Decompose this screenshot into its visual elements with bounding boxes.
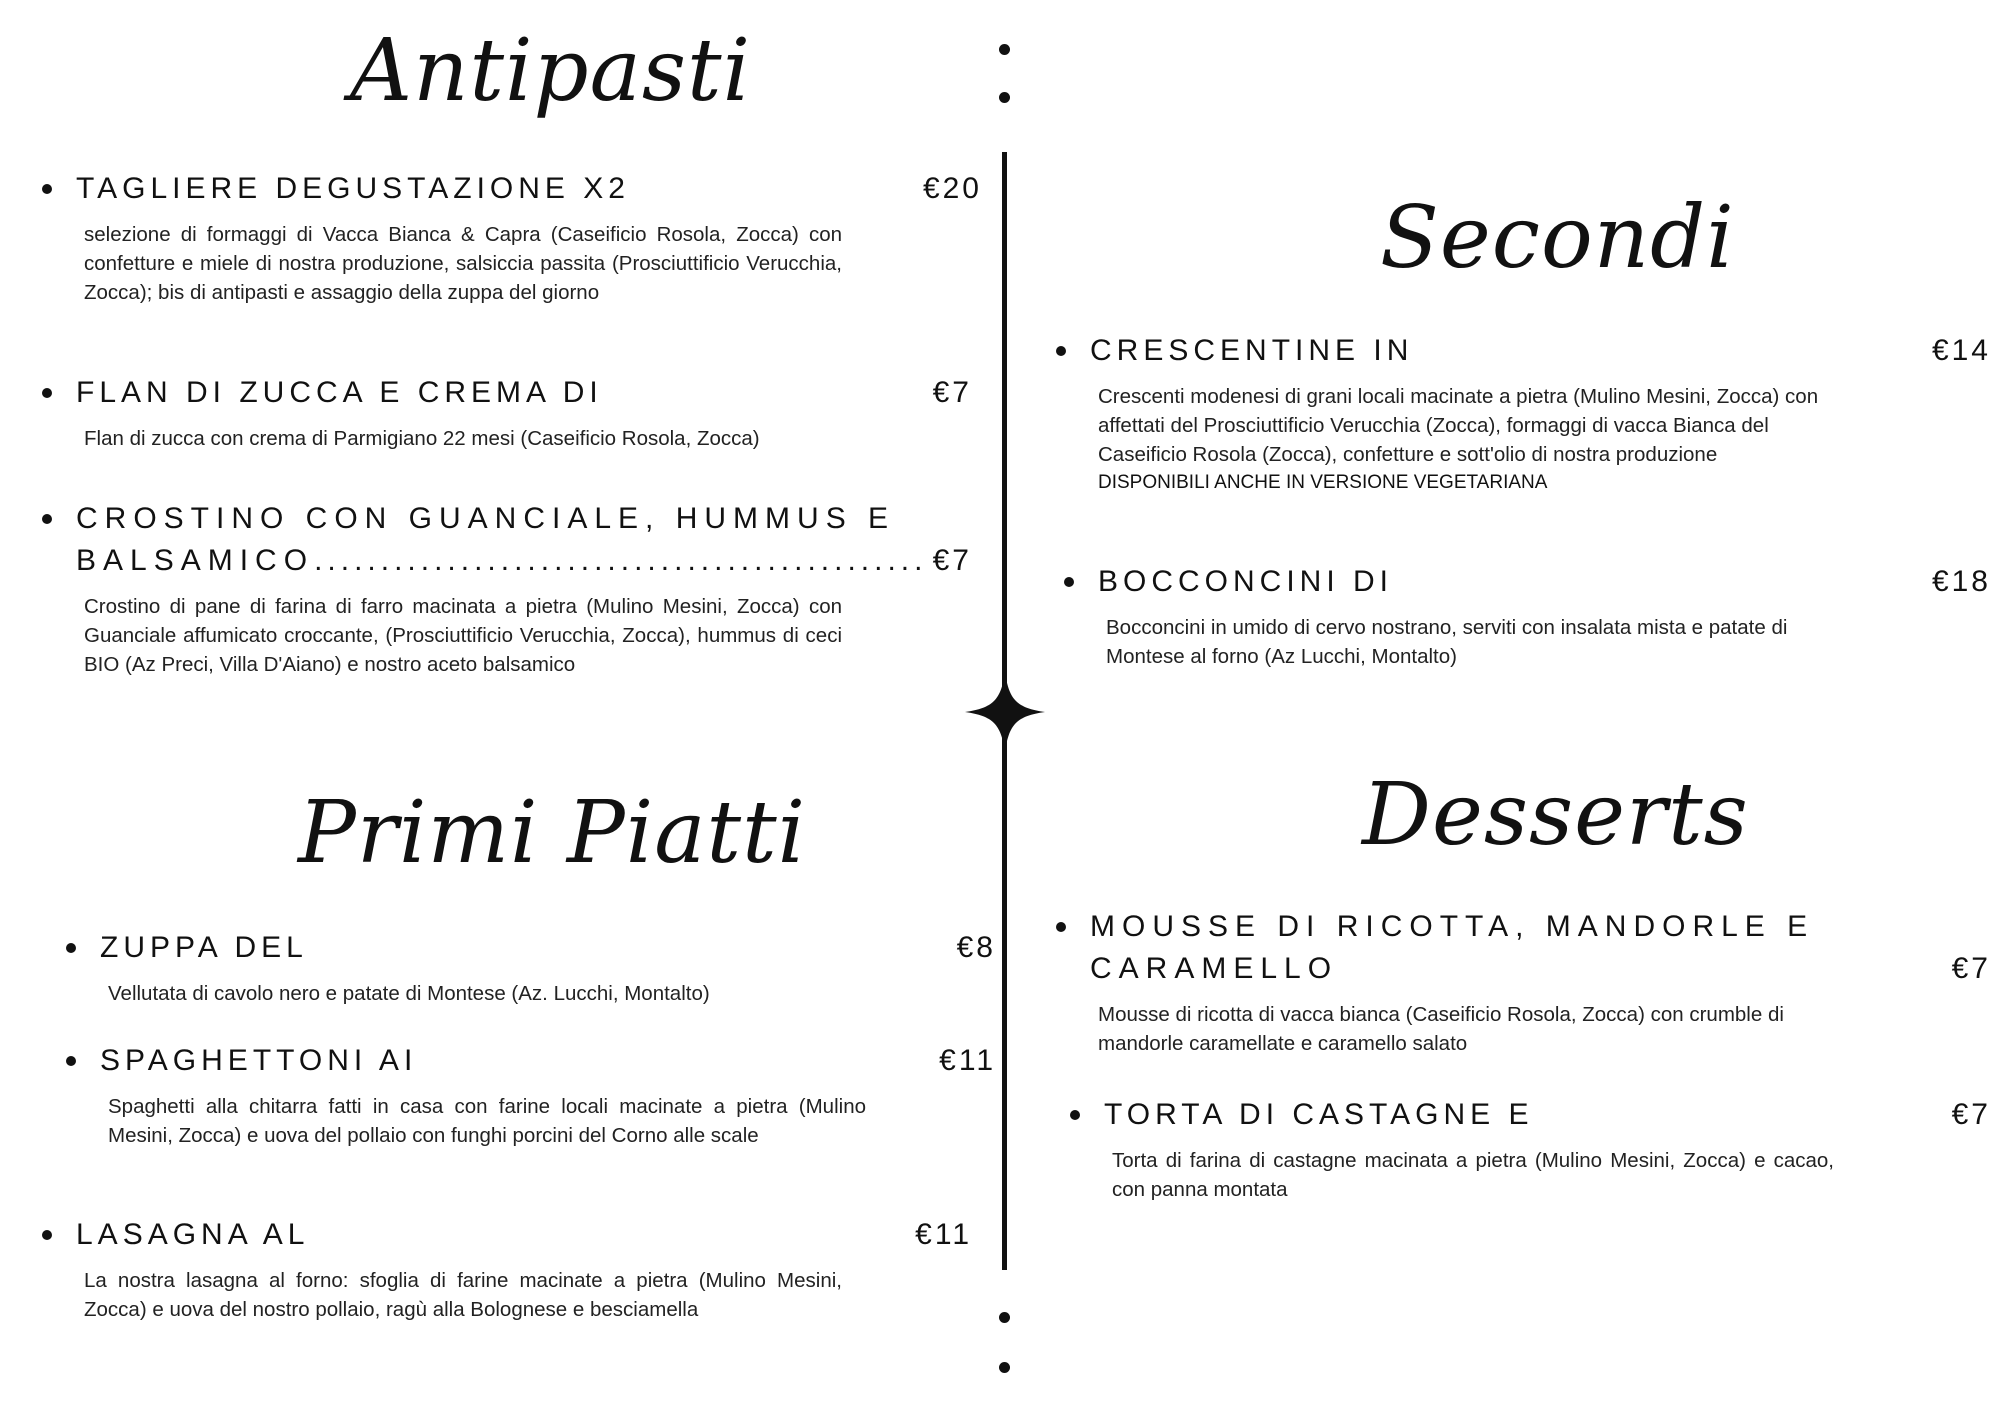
desserts-title: Desserts xyxy=(1362,765,1749,865)
item-price: €7 xyxy=(1951,1098,1991,1131)
item-name: SPAGHETTONI AI xyxy=(100,1044,418,1077)
item-description: Flan di zucca con crema di Parmigiano 22 mesi (Caseificio Rosola, Zocca) xyxy=(84,427,760,450)
item-description: Spaghetti alla chitarra fatti in casa con farine locali macinate a pietra (Mulino Mesini, Zocca) e uova del pollaio con funghi porcini del Corno alle scale xyxy=(108,1095,866,1147)
item-price: €14 xyxy=(1931,334,1991,367)
item-name: CRESCENTINE IN xyxy=(1090,334,1414,367)
item-description: Crostino di pane di farina di farro macinata a pietra (Mulino Mesini, Zocca) con Guanciale affumicato croccante, (Prosciuttificio Verucchia, Zocca), hummus di ceci BIO (Az Preci, Villa D'Aiano) e nostro aceto balsamico xyxy=(84,595,842,676)
item-description: Crescenti modenesi di grani locali macinate a pietra (Mulino Mesini, Zocca) con affettati del Prosciuttificio Verucchia (Zocca), formaggi di vacca Bianca del Caseificio Rosola (Zocca), confetture e sott'olio di nostra produzione xyxy=(1098,385,1819,466)
menu-item xyxy=(42,372,972,453)
item-name: FLAN DI ZUCCA E CREMA DI xyxy=(76,376,603,409)
primi-piatti-title: Primi Piatti xyxy=(298,783,807,883)
bullet xyxy=(1056,346,1066,356)
menu-item xyxy=(1056,906,1991,1058)
divider-dot-top-1 xyxy=(999,44,1010,55)
divider-dot-bottom-1 xyxy=(999,1312,1010,1323)
item-price: €18 xyxy=(1931,565,1991,598)
bullet xyxy=(42,184,52,194)
menu-item xyxy=(1070,1094,1991,1204)
dot-leader: .............................................. xyxy=(314,544,928,577)
divider-dot-bottom-2 xyxy=(999,1362,1010,1373)
antipasti-title: Antipasti xyxy=(350,21,752,121)
bullet xyxy=(66,1056,76,1066)
menu-item xyxy=(42,168,982,307)
menu-item xyxy=(42,1214,972,1324)
item-description: La nostra lasagna al forno: sfoglia di farine macinate a pietra (Mulino Mesini, Zocca) e uova del nostro pollaio, ragù alla Bolognese e besciamella xyxy=(84,1269,842,1321)
item-name: ZUPPA DEL xyxy=(100,931,307,964)
item-price: €7 xyxy=(932,544,972,577)
item-price: €8 xyxy=(956,931,996,964)
item-name: TORTA DI CASTAGNE E xyxy=(1104,1098,1534,1131)
item-price: €20 xyxy=(922,172,982,205)
menu-item xyxy=(42,498,972,679)
menu-item xyxy=(1056,330,1991,497)
divider-line-lower xyxy=(1002,732,1007,1270)
item-price: €7 xyxy=(1951,952,1991,985)
vegetarian-note: DISPONIBILI ANCHE IN VERSIONE VEGETARIANA xyxy=(1098,472,1548,493)
menu-item xyxy=(66,1040,996,1150)
item-price: €11 xyxy=(939,1044,996,1077)
bullet xyxy=(1070,1110,1080,1120)
item-description: Bocconcini in umido di cervo nostrano, serviti con insalata mista e patate di Montese al forno (Az Lucchi, Montalto) xyxy=(1106,616,1788,668)
menu-item xyxy=(66,927,996,1008)
bullet xyxy=(42,388,52,398)
item-name: TAGLIERE DEGUSTAZIONE X2 xyxy=(76,172,630,205)
bullet xyxy=(1056,922,1066,932)
divider-line-upper xyxy=(1002,152,1007,692)
bullet xyxy=(1064,577,1074,587)
bullet xyxy=(42,1230,52,1240)
item-price: €7 xyxy=(932,376,972,409)
item-name: MOUSSE DI RICOTTA, MANDORLE E CARAMELLO xyxy=(1090,910,1815,985)
item-description: Torta di farina di castagne macinata a pietra (Mulino Mesini, Zocca) e cacao, con panna montata xyxy=(1112,1149,1834,1201)
item-description: selezione di formaggi di Vacca Bianca & Capra (Caseificio Rosola, Zocca) con confetture e miele di nostra produzione, salsiccia passita (Prosciuttificio Verucchia, Zocca); bis di antipasti e assaggio della zuppa del giorno xyxy=(84,223,842,304)
item-price: €11 xyxy=(915,1218,972,1251)
bullet xyxy=(66,943,76,953)
item-description: Vellutata di cavolo nero e patate di Montese (Az. Lucchi, Montalto) xyxy=(108,982,710,1005)
item-name: CROSTINO CON GUANCIALE, HUMMUS E BALSAMICO xyxy=(76,502,896,577)
divider-dot-top-2 xyxy=(999,92,1010,103)
menu-item xyxy=(1064,561,1991,671)
item-name: BOCCONCINI DI xyxy=(1098,565,1394,598)
bullet xyxy=(42,514,52,524)
secondi-title: Secondi xyxy=(1380,188,1735,288)
item-name: LASAGNA AL xyxy=(76,1218,309,1251)
item-description: Mousse di ricotta di vacca bianca (Caseificio Rosola, Zocca) con crumble di mandorle caramellate e caramello salato xyxy=(1098,1003,1784,1055)
